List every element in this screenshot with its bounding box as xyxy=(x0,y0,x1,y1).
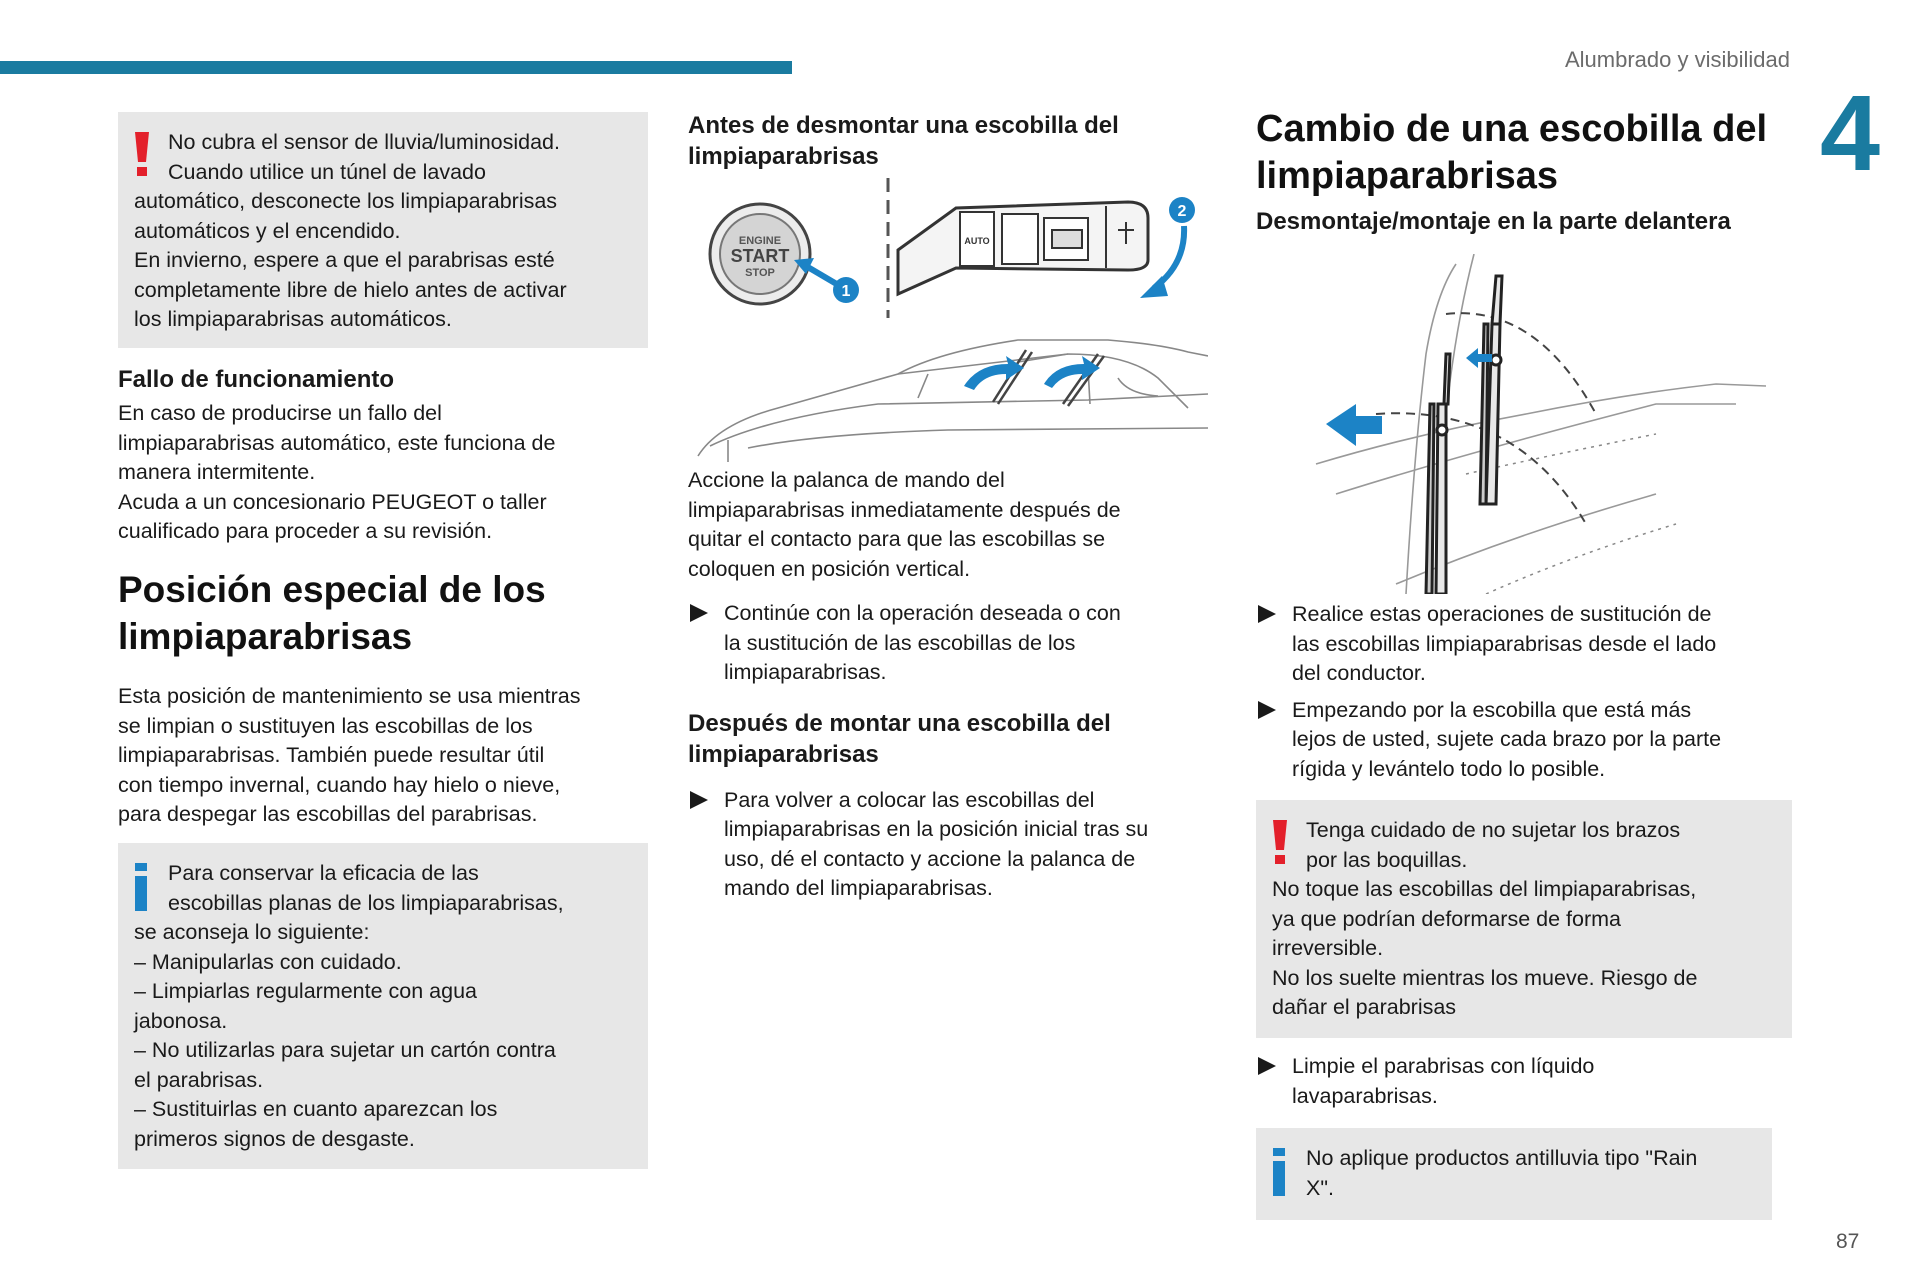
malfunction-line: limpiaparabrisas automático, este funciona de xyxy=(118,430,556,455)
special-position-line: se limpian o sustituyen las escobillas de los xyxy=(118,713,533,738)
warning-exclamation-icon xyxy=(132,130,152,178)
chapter-number-text: 4 xyxy=(1820,92,1881,184)
warning-line: Tenga cuidado de no sujetar los brazos xyxy=(1306,818,1681,842)
wiper-stalk-icon xyxy=(898,202,1148,294)
malfunction-line: cualificado para proceder a su revisión. xyxy=(118,519,493,543)
warning-line: Cuando utilice un túnel de lavado xyxy=(168,159,486,184)
warning-line: automático, desconecte los limpiaparabrisas xyxy=(134,189,558,213)
warning-line: No toque las escobillas del limpiaparabrisas, xyxy=(1272,877,1697,901)
info-icon xyxy=(132,863,150,911)
button-label: STOP xyxy=(745,267,775,279)
instruction-line: limpiaparabrisas inmediatamente después de xyxy=(688,497,1121,522)
replace-steps xyxy=(1256,600,1792,784)
warning-box-arms xyxy=(1256,800,1792,1038)
info-line: primeros signos de desgaste. xyxy=(134,1126,415,1151)
instruction-line: coloquen en posición vertical. xyxy=(688,556,971,581)
warning-line: automáticos y el encendido. xyxy=(134,218,401,243)
bullet-line: las escobillas limpiaparabrisas desde el lado xyxy=(1292,631,1717,656)
instruction-line: quitar el contacto para que las escobillas se xyxy=(688,527,1106,551)
bullet-arrow-icon xyxy=(688,789,710,811)
replace-blade-title: Cambio de una escobilla del xyxy=(1256,108,1768,150)
car-illustration xyxy=(698,340,1208,462)
malfunction-line: Acuda a un concesionario PEUGEOT o taller xyxy=(118,489,547,514)
warning-line: irreversible. xyxy=(1272,936,1384,960)
info-box-rainx xyxy=(1256,1128,1772,1220)
special-position-line: Esta posición de mantenimiento se usa mientras xyxy=(118,684,581,708)
instructions-section xyxy=(688,466,1214,904)
after-heading: limpiaparabrisas xyxy=(688,740,879,768)
special-position-line: limpiaparabrisas. También puede resultar útil xyxy=(118,743,545,767)
bullet-line: Para volver a colocar las escobillas del xyxy=(724,787,1095,812)
info-line: escobillas planas de los limpiaparabrisas, xyxy=(168,890,564,915)
special-position-line: con tiempo invernal, cuando hay hielo o nieve, xyxy=(118,772,561,797)
warning-line: completamente libre de hielo antes de activar xyxy=(134,277,567,302)
info-line: No aplique productos antilluvia tipo "Rain xyxy=(1306,1146,1698,1170)
malfunction-line: En caso de producirse un fallo del xyxy=(118,401,442,425)
clean-step xyxy=(1256,1052,1792,1111)
lift-direction-arrow-icon xyxy=(1326,348,1492,446)
warning-line: ya que podrían deformarse de forma xyxy=(1272,906,1621,931)
instruction-line: Accione la palanca de mando del xyxy=(688,468,1005,492)
button-label: ENGINE xyxy=(738,235,782,247)
bullet-line: la sustitución de las escobillas de los xyxy=(724,630,1076,655)
windshield-outline xyxy=(1316,254,1766,594)
bullet-arrow-icon xyxy=(1256,603,1278,625)
wiper-arm-icon xyxy=(1426,276,1502,594)
warning-box-sensor xyxy=(118,112,648,348)
bullet-item xyxy=(1256,696,1792,785)
accent-bar xyxy=(0,61,792,74)
warning-line: No los suelte mientras los mueve. Riesgo de xyxy=(1272,965,1698,990)
warning-line: No cubra el sensor de lluvia/luminosidad. xyxy=(168,130,560,154)
special-position-line: para despegar las escobillas del parabrisas. xyxy=(118,802,538,826)
info-line: – Limpiarlas regularmente con agua xyxy=(134,979,478,1003)
malfunction-section xyxy=(118,364,648,547)
info-line: Para conservar la eficacia de las xyxy=(168,861,479,885)
lift-arrow-icon xyxy=(964,356,1100,390)
bullet-line: Continúe con la operación deseada o con xyxy=(724,601,1121,625)
bullet-line: Empezando por la escobilla que está más xyxy=(1292,697,1692,722)
special-position-title: Posición especial de los xyxy=(118,569,546,610)
info-line: el parabrisas. xyxy=(134,1067,264,1092)
replace-blade-title: limpiaparabrisas xyxy=(1256,155,1559,197)
engine-start-stop-icon xyxy=(710,204,810,304)
bullet-item xyxy=(688,599,1214,688)
warning-exclamation-icon xyxy=(1270,818,1290,866)
replace-blade-subheading: Desmontaje/montaje en la parte delantera xyxy=(1256,208,1731,235)
button-label: START xyxy=(730,246,790,266)
before-heading: limpiaparabrisas xyxy=(688,143,879,170)
bullet-item xyxy=(688,786,1214,904)
info-icon xyxy=(1270,1148,1288,1196)
callout-1: 1 xyxy=(841,283,851,300)
wiper-stalk-figure xyxy=(688,178,1208,462)
bullet-line: Limpie el parabrisas con líquido xyxy=(1292,1054,1595,1078)
bullet-item xyxy=(1256,600,1792,689)
bullet-line: Realice estas operaciones de sustitución de xyxy=(1292,602,1712,626)
bullet-line: del conductor. xyxy=(1292,661,1426,685)
warning-line: los limpiaparabrisas automáticos. xyxy=(134,307,452,331)
lift-wiper-figure xyxy=(1296,254,1766,594)
info-line: – No utilizarlas para sujetar un cartón contra xyxy=(134,1038,556,1062)
info-line: X". xyxy=(1306,1175,1334,1200)
info-box-care xyxy=(118,843,648,1169)
stalk-label: AUTO xyxy=(964,236,990,246)
bullet-line: mando del limpiaparabrisas. xyxy=(724,876,993,900)
special-position-section xyxy=(118,566,648,830)
malfunction-heading: Fallo de funcionamiento xyxy=(118,366,395,393)
section-title: Alumbrado y visibilidad xyxy=(1565,47,1790,72)
info-line: jabonosa. xyxy=(134,1008,228,1033)
after-heading: Después de montar una escobilla del xyxy=(688,709,1111,737)
warning-line: dañar el parabrisas xyxy=(1272,995,1457,1019)
page-number: 87 xyxy=(1836,1230,1860,1253)
bullet-arrow-icon xyxy=(1256,699,1278,721)
callout-2: 2 xyxy=(1177,203,1187,220)
bullet-line: rígida y levántelo todo lo posible. xyxy=(1292,756,1606,781)
bullet-arrow-icon xyxy=(688,602,710,624)
warning-line: En invierno, espere a que el parabrisas esté xyxy=(134,248,555,272)
before-heading: Antes de desmontar una escobilla del xyxy=(688,112,1119,139)
bullet-line: limpiaparabrisas en la posición inicial tras su xyxy=(724,817,1149,841)
special-position-title: limpiaparabrisas xyxy=(118,616,413,657)
malfunction-line: manera intermitente. xyxy=(118,460,316,484)
info-line: – Manipularlas con cuidado. xyxy=(134,949,402,974)
bullet-arrow-icon xyxy=(1256,1055,1278,1077)
bullet-line: lavaparabrisas. xyxy=(1292,1083,1438,1108)
chapter-number xyxy=(1820,92,1892,184)
before-section xyxy=(688,110,1214,172)
replace-blade-section xyxy=(1256,106,1792,237)
warning-line: por las boquillas. xyxy=(1306,847,1468,872)
info-line: se aconseja lo siguiente: xyxy=(134,920,370,944)
bullet-line: lejos de usted, sujete cada brazo por la parte xyxy=(1292,727,1722,751)
bullet-line: uso, dé el contacto y accione la palanca de xyxy=(724,846,1136,871)
bullet-line: limpiaparabrisas. xyxy=(724,660,887,684)
bullet-item xyxy=(1256,1052,1792,1111)
info-line: – Sustituirlas en cuanto aparezcan los xyxy=(134,1097,498,1121)
